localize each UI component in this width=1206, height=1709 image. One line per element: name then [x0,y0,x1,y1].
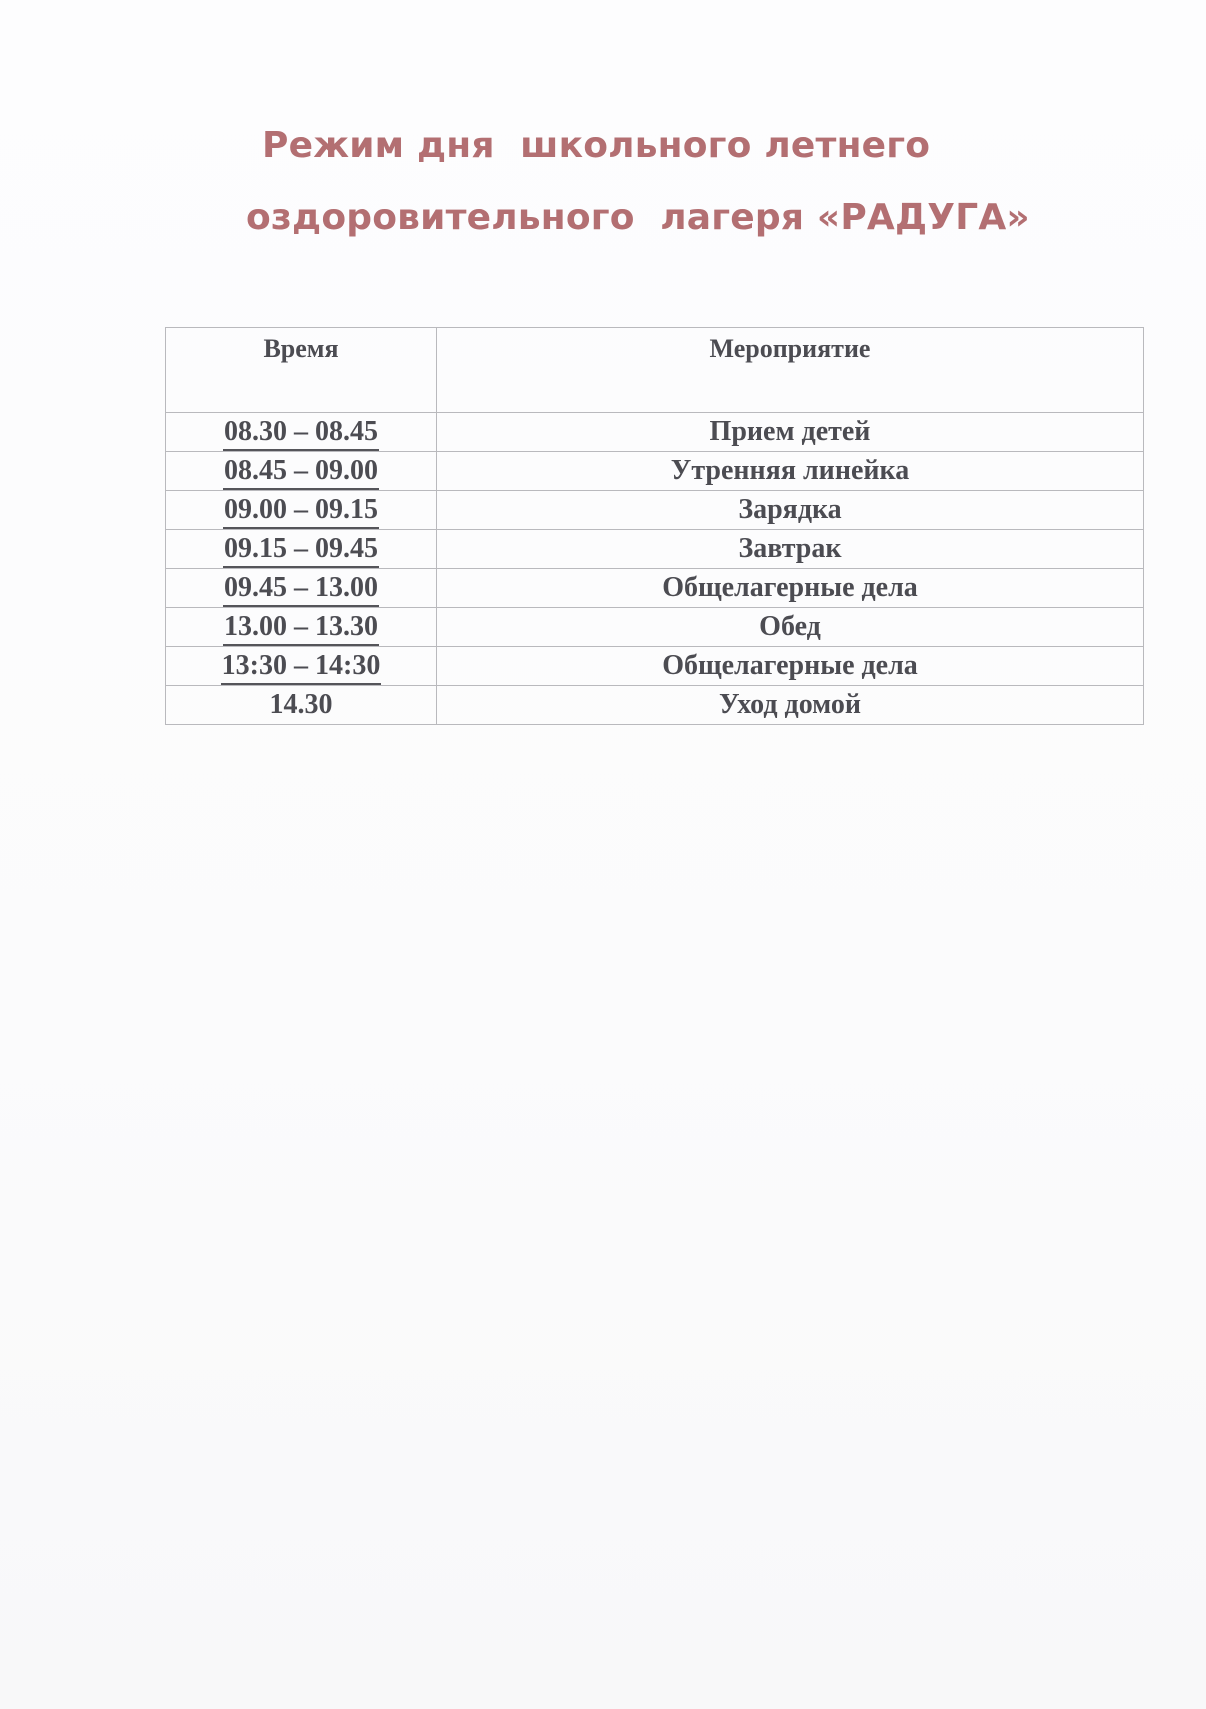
table-row [166,608,1144,647]
time-cell [166,491,437,530]
table-row [166,647,1144,686]
event-cell: Общелагерные дела [437,647,1144,686]
event-cell: Зарядка [437,491,1144,530]
time-cell [166,452,437,491]
table-row [166,491,1144,530]
schedule-table [165,327,1144,725]
header-event: Мероприятие [437,328,1144,413]
table-row [166,413,1144,452]
table-row [166,569,1144,608]
time-text: 09.15 – 09.45 [223,532,379,568]
table-row [166,452,1144,491]
event-cell: Обед [437,608,1144,647]
table-row [166,686,1144,725]
time-text: 09.45 – 13.00 [223,571,379,607]
event-cell: Завтрак [437,530,1144,569]
time-cell [166,413,437,452]
time-cell [166,608,437,647]
header-time: Время [166,328,437,413]
event-cell: Общелагерные дела [437,569,1144,608]
event-cell: Утренняя линейка [437,452,1144,491]
time-text: 08.30 – 08.45 [223,415,379,451]
time-text: 13:30 – 14:30 [221,649,382,685]
event-cell: Уход домой [437,686,1144,725]
time-text: 08.45 – 09.00 [223,454,379,490]
time-cell [166,569,437,608]
title-line-1: Режим дня школьного летнего [262,125,931,166]
time-cell [166,530,437,569]
title-line-2: оздоровительного лагеря «РАДУГА» [246,197,1030,238]
event-cell: Прием детей [437,413,1144,452]
table-header-row [166,328,1144,413]
time-cell [166,686,437,725]
time-cell [166,647,437,686]
table-row [166,530,1144,569]
time-text: 14.30 [269,689,333,720]
time-text: 13.00 – 13.30 [223,610,379,646]
time-text: 09.00 – 09.15 [223,493,379,529]
